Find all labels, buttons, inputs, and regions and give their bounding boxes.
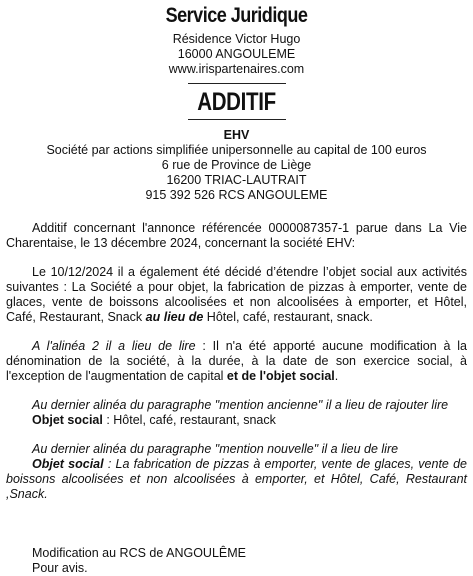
company-street: 6 rue de Province de Liège	[161, 158, 312, 172]
mention-nouvelle-label: Objet social	[32, 457, 104, 471]
address-line-1: Résidence Victor Hugo	[172, 32, 301, 46]
header-divider	[188, 83, 286, 84]
paragraph-mention-ancienne	[0, 398, 473, 428]
closing-block	[0, 546, 473, 576]
mention-ancienne-label: Objet social	[32, 413, 103, 427]
extension-tail: Hôtel, café, restaurant, snack.	[203, 310, 373, 324]
alinea-2-end: .	[334, 369, 339, 383]
alinea-2-bold: et de l'objet social	[226, 369, 335, 383]
paragraph-extension	[0, 265, 473, 325]
closing-pour-avis: Pour avis.	[32, 561, 88, 575]
mention-nouvelle-text: : La fabrication de pizzas à emporter, vente de glaces, vente de boissons alcoolisées et non alcoolisées à emporter, et Hôtel, Café, Restaurant ,Snack.	[6, 457, 467, 501]
mention-ancienne-text: : Hôtel, café, restaurant, snack	[102, 413, 276, 427]
heading-divider	[188, 119, 286, 120]
company-name: EHV	[223, 128, 250, 142]
extension-emphasis: au lieu de	[145, 310, 204, 324]
service-title: Service Juridique	[165, 4, 308, 27]
website-link[interactable]: www.irispartenaires.com	[168, 62, 305, 76]
mention-ancienne-intro: Au dernier alinéa du paragraphe "mention ancienne" il a lieu de rajouter lire	[32, 398, 449, 412]
address-line-2: 16000 ANGOULEME	[177, 47, 296, 61]
extension-text: Le 10/12/2024 il a également été décidé d’étendre l’objet social aux activités suivantes : La Société a pour objet, la fabrication de pizzas à emporter, vente de glaces, vente de boissons alcoolisées et non alcoolisées à emporter, et Hôtel, Café, Restaurant, Snack	[6, 265, 467, 324]
mention-nouvelle-intro: Au dernier alinéa du paragraphe "mention nouvelle" il a lieu de lire	[32, 442, 399, 456]
paragraph-alinea-2	[0, 339, 473, 384]
company-block	[0, 128, 473, 203]
company-rcs: 915 392 526 RCS ANGOULEME	[145, 188, 328, 202]
alinea-2-intro: A l'alinéa 2 il a lieu de lire	[32, 339, 196, 353]
company-city: 16200 TRIAC-LAUTRAIT	[166, 173, 307, 187]
paragraph-reference: Additif concernant l'annonce référencée 0000087357-1 parue dans La Vie Charentaise, le 13 décembre 2024, concernant la société EHV:	[6, 221, 467, 250]
notice-heading: ADDITIF	[197, 88, 276, 116]
closing-rcs: Modification au RCS de ANGOULÊME	[32, 546, 246, 560]
company-description: Société par actions simplifiée unipersonnelle au capital de 100 euros	[46, 143, 427, 157]
paragraph-mention-nouvelle	[0, 442, 473, 502]
alinea-2-text: : Il n'a été apporté aucune modification à la dénomination de la société, à la durée, à la date de son exercice social, à l'exception de l'augmentation de capital	[6, 339, 467, 383]
